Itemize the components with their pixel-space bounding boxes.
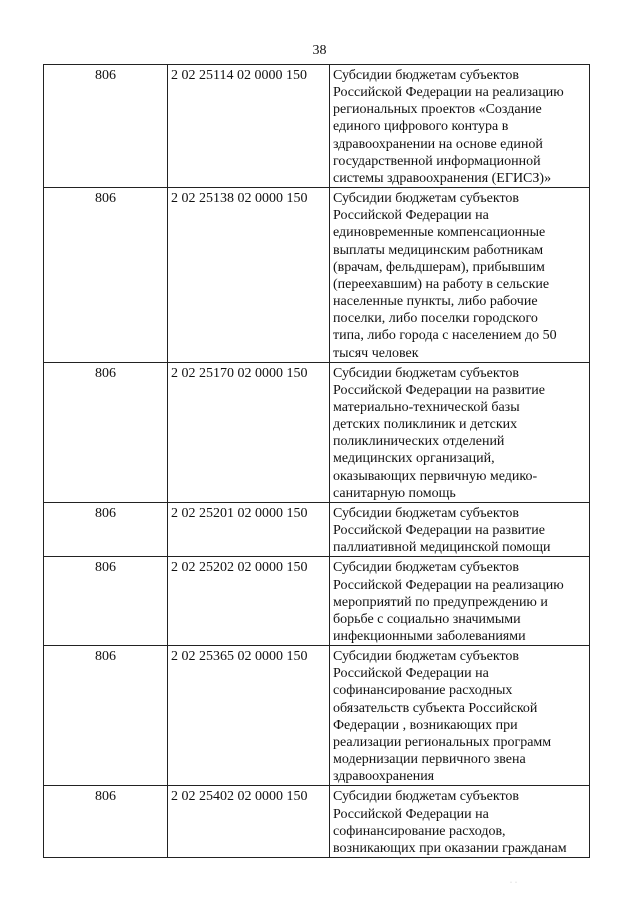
- table-row: [44, 646, 590, 786]
- table-row: [44, 502, 590, 556]
- revenue-code-cell: 2 02 25201 02 0000 150: [168, 502, 330, 556]
- description-line: паллиативной медицинской помощи: [333, 540, 551, 556]
- description-line: борьбе с социально значимыми: [333, 611, 521, 627]
- description-line: региональных проектов «Создание: [333, 102, 542, 118]
- description-line: Субсидии бюджетам субъектов: [333, 191, 520, 207]
- description-line: инфекционными заболеваниями: [333, 629, 526, 644]
- revenue-code-cell: 2 02 25170 02 0000 150: [168, 362, 330, 502]
- description-line: Российской Федерации на реализацию: [333, 85, 564, 101]
- description-line: (переехавшим) на работу в сельские: [333, 276, 550, 292]
- description-line: оказывающих первичную медико-: [333, 468, 538, 484]
- description-line: выплаты медицинским работникам: [333, 242, 544, 258]
- description-cell: [330, 646, 590, 786]
- description-line: Субсидии бюджетам субъектов: [333, 789, 520, 805]
- revenue-code-cell: 2 02 25114 02 0000 150: [168, 65, 330, 188]
- description-line: модернизации первичного звена: [333, 752, 526, 768]
- description-line: Федерации , возникающих при: [333, 717, 518, 733]
- description-line: Российской Федерации на развитие: [333, 523, 545, 539]
- admin-code-cell: 806: [44, 362, 168, 502]
- description-line: единовременные компенсационные: [333, 225, 546, 241]
- revenue-code-cell: 2 02 25138 02 0000 150: [168, 188, 330, 363]
- admin-code-cell: 806: [44, 786, 168, 858]
- description-line: единого цифрового контура в: [333, 119, 509, 135]
- description-cell: [330, 65, 590, 188]
- table-row: [44, 557, 590, 646]
- description-line: Субсидии бюджетам субъектов: [333, 68, 520, 83]
- table-body: [44, 65, 590, 858]
- table-row: [44, 188, 590, 363]
- description-line: детских поликлиник и детских: [333, 417, 518, 433]
- description-line: Субсидии бюджетам субъектов: [333, 505, 520, 521]
- description-line: здравоохранении на основе единой: [333, 136, 543, 152]
- admin-code-cell: 806: [44, 502, 168, 556]
- description-line: санитарную помощь: [333, 485, 456, 501]
- description-line: Российской Федерации на: [333, 666, 489, 682]
- description-line: возникающих при оказании гражданам: [333, 840, 567, 856]
- description-line: материально-технической базы: [333, 399, 520, 415]
- description-line: системы здравоохранения (ЕГИСЗ)»: [333, 170, 552, 186]
- revenue-code-cell: 2 02 25365 02 0000 150: [168, 646, 330, 786]
- description-line: обязательств субъекта Российской: [333, 700, 538, 716]
- revenue-code-cell: 2 02 25402 02 0000 150: [168, 786, 330, 858]
- page-number: 38: [312, 43, 327, 58]
- description-line: софинансирование расходных: [333, 683, 513, 699]
- description-line: Российской Федерации на: [333, 208, 489, 224]
- table-row: [44, 65, 590, 188]
- description-line: Российской Федерации на: [333, 806, 489, 822]
- budget-classification-table: [43, 64, 590, 858]
- description-line: (врачам, фельдшерам), прибывшим: [333, 259, 545, 275]
- description-line: софинансирование расходов,: [333, 823, 506, 839]
- admin-code-cell: 806: [44, 646, 168, 786]
- description-cell: [330, 502, 590, 556]
- description-line: государственной информационной: [333, 153, 541, 169]
- description-cell: [330, 786, 590, 858]
- description-line: Субсидии бюджетам субъектов: [333, 649, 520, 665]
- table-row: [44, 362, 590, 502]
- description-line: населенные пункты, либо рабочие: [333, 294, 538, 310]
- description-line: здравоохранения: [333, 769, 435, 785]
- description-line: поликлинических отделений: [333, 434, 505, 450]
- description-line: Субсидии бюджетам субъектов: [333, 365, 520, 381]
- revenue-code-cell: 2 02 25202 02 0000 150: [168, 557, 330, 646]
- admin-code-cell: 806: [44, 188, 168, 363]
- description-line: Российской Федерации на реализацию: [333, 577, 564, 593]
- description-line: мероприятий по предупреждению и: [333, 594, 548, 610]
- description-cell: [330, 557, 590, 646]
- table-row: [44, 786, 590, 858]
- description-cell: [330, 188, 590, 363]
- description-line: тысяч человек: [333, 345, 419, 361]
- description-cell: [330, 362, 590, 502]
- scan-speck: · ·: [510, 880, 517, 886]
- description-line: медицинских организаций,: [333, 451, 495, 467]
- admin-code-cell: 806: [44, 557, 168, 646]
- admin-code-cell: 806: [44, 65, 168, 188]
- description-line: поселки, либо поселки городского: [333, 311, 538, 327]
- description-line: реализации региональных программ: [333, 734, 552, 750]
- description-line: Субсидии бюджетам субъектов: [333, 560, 520, 576]
- description-line: типа, либо города с населением до 50: [333, 328, 557, 344]
- description-line: Российской Федерации на развитие: [333, 382, 545, 398]
